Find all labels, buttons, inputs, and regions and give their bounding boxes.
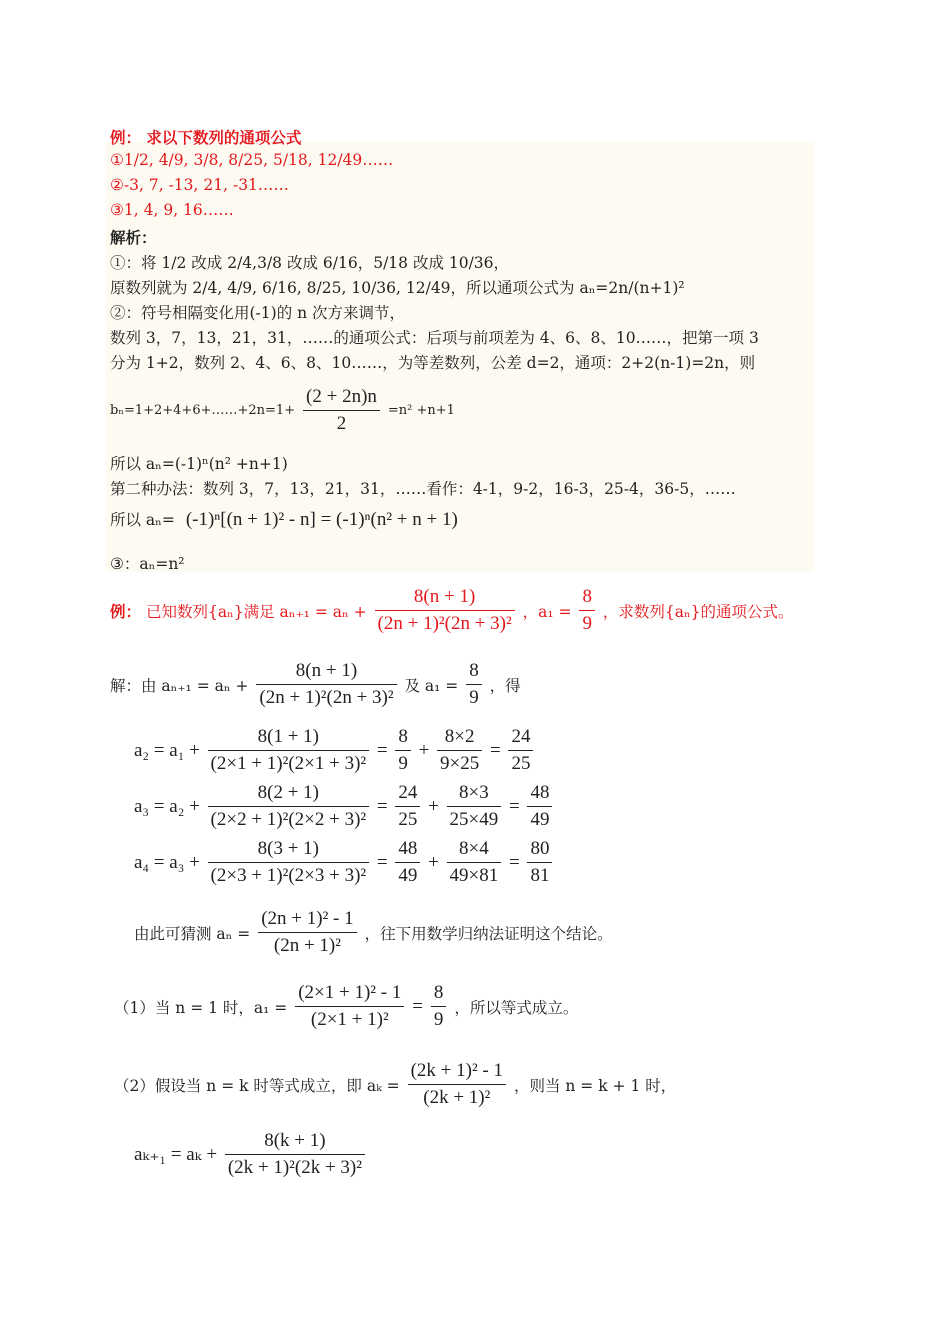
guess-pre: 由此可猜测 aₙ =: [134, 924, 251, 943]
bn-numerator: (2 + 2n)n: [306, 386, 377, 407]
analysis-line-8: [110, 508, 458, 531]
step-a2-result: [508, 724, 533, 777]
step-a3-result-num: 48: [530, 782, 550, 803]
case1-line: （1）当 n = 1 时，a₁ = $\frac{\text{(2×1 + 1)² - 1}}{\text{(2×1 + 1)²}}$ = $\frac{8}{9}$ ，所以等式成立。: [114, 980, 578, 1033]
step-a3-lhs: a₃ = a₂ +: [134, 795, 200, 817]
step-a4-f2-den: 49×81: [447, 862, 502, 889]
solution-intro-a1-denominator: 9: [466, 684, 482, 711]
analysis-line-4: 数列 3，7，13，21，31，……的通项公式：后项与前项差为 4、6、8、10……，把第一项 3: [110, 329, 759, 347]
solution-intro-denominator: (2n + 1)²(2n + 3)²: [256, 684, 396, 711]
case1-post: ，所以等式成立。: [454, 998, 579, 1017]
case2-fraction: [408, 1058, 506, 1111]
example1-item-2: ②-3, 7, -13, 21, -31……: [110, 176, 289, 194]
step-a3-num: 8(2 + 1): [257, 782, 320, 803]
bn-lhs: bₙ=1+2+4+6+……+2n=1+: [110, 403, 296, 418]
step-a2-f2: [437, 724, 482, 777]
step-a3-f1: [395, 780, 420, 833]
example2-prefix: 例：: [110, 601, 142, 621]
step-a4-f1: [395, 836, 420, 889]
step-a4-den: (2×3 + 1)²(2×3 + 3)²: [208, 862, 370, 889]
step-a3-result-den: 49: [527, 806, 552, 833]
step-a4-fraction: [208, 836, 370, 889]
bn-denominator: 2: [303, 410, 380, 437]
solution-intro-a1-fraction: [466, 658, 482, 711]
example2-a1-fraction: [579, 584, 595, 637]
solution-intro-mid: 及 a₁ =: [404, 676, 459, 695]
step-a2-num: 8(1 + 1): [257, 726, 320, 747]
step-a2-f1-den: 9: [395, 750, 411, 777]
step-a4-result: [527, 836, 552, 889]
analysis-line-7: 第二种办法：数列 3，7，13，21，31，……看作：4-1，9-2，16-3，25-4，36-5，……: [110, 480, 736, 498]
guess-den: (2n + 1)²: [258, 932, 356, 959]
case2-post: ，则当 n = k + 1 时，: [513, 1076, 677, 1095]
analysis-line-3: ②：符号相隔变化用(-1)的 n 次方来调节，: [110, 304, 406, 322]
step-a3-f1-num: 24: [398, 782, 418, 803]
step-a2: a₂ = a₁ + $\frac{8(1 + 1)}{\text{(2×1 + 1)²(2×1 + 3)²}}$ = $\frac{8}{9}$ + $\frac{8\times 2}{9\times 25}$ = $\frac{24}{25}$: [134, 724, 536, 777]
guess-fraction: [258, 906, 356, 959]
solution-intro-numerator: 8(n + 1): [295, 660, 358, 681]
step-a3: a₃ = a₂ + $\frac{8(2 + 1)}{\text{(2×2 + 1)²(2×2 + 3)²}}$ = $\frac{24}{25}$ + $\frac{8\times 3}{25\times 49}$ = $\frac{48}{49}$: [134, 780, 555, 833]
solution-intro-lhs: 解：由 aₙ₊₁ = aₙ +: [110, 676, 249, 695]
step-a2-fraction: [208, 724, 370, 777]
example2-a1-numerator: 8: [582, 586, 592, 607]
step-a2-f1-num: 8: [398, 726, 408, 747]
solution-intro: [110, 658, 521, 711]
case1-eq-num: 8: [433, 982, 444, 1003]
bn-formula: [110, 384, 455, 437]
case2-pre: （2）假设当 n = k 时等式成立，即 aₖ =: [114, 1076, 400, 1095]
last-lhs: aₖ₊₁ = aₖ +: [134, 1144, 218, 1165]
solution-intro-end: ，得: [489, 676, 521, 695]
example2-text1: 已知数列{aₙ}满足 aₙ₊₁ = aₙ +: [145, 602, 367, 621]
example1-title: 例： 求以下数列的通项公式: [110, 128, 302, 147]
bn-rhs: =n² +n+1: [387, 403, 455, 418]
example2-text3: ，求数列{aₙ}的通项公式。: [602, 602, 794, 621]
step-a4-result-den: 81: [527, 862, 552, 889]
step-a2-result-num: 24: [511, 726, 531, 747]
step-a4-lhs: a₄ = a₃ +: [134, 851, 200, 873]
step-a3-den: (2×2 + 1)²(2×2 + 3)²: [208, 806, 370, 833]
example1-item-1: ①1/2, 4/9, 3/8, 8/25, 5/18, 12/49……: [110, 151, 394, 169]
step-a4-num: 8(3 + 1): [257, 838, 320, 859]
step-a3-f2-num: 8×3: [459, 782, 489, 803]
example2-text2: ，a₁ =: [522, 602, 572, 621]
step-a2-lhs: a₂ = a₁ +: [134, 739, 200, 761]
example2-denominator: (2n + 1)²(2n + 3)²: [375, 610, 515, 637]
last-den: (2k + 1)²(2k + 3)²: [225, 1154, 365, 1181]
step-a4-f1-num: 48: [398, 838, 418, 859]
example2-fraction: [375, 584, 515, 637]
analysis-line-2: 原数列就为 2/4, 4/9, 6/16, 8/25, 10/36, 12/49，所以通项公式为 aₙ=2n/(n+1)²: [110, 279, 685, 297]
step-a4-f2-num: 8×4: [459, 838, 489, 859]
line8-formula: (-1)ⁿ[(n + 1)² - n] = (-1)ⁿ(n² + n + 1): [185, 509, 458, 530]
step-a2-f2-den: 9×25: [437, 750, 482, 777]
case1-eq-den: 9: [431, 1006, 447, 1033]
solution-intro-fraction: [256, 658, 396, 711]
step-a4-f2: [447, 836, 502, 889]
case1-num: (2×1 + 1)² - 1: [298, 982, 402, 1003]
step-a4: a₄ = a₃ + $\frac{8(3 + 1)}{\text{(2×3 + 1)²(2×3 + 3)²}}$ = $\frac{48}{49}$ + $\frac{8\times 4}{49\times 81}$ = $\frac{80}{81}$: [134, 836, 555, 889]
step-a2-den: (2×1 + 1)²(2×1 + 3)²: [208, 750, 370, 777]
step-a3-f2-den: 25×49: [447, 806, 502, 833]
case2-den: (2k + 1)²: [408, 1084, 506, 1111]
case2-line: [114, 1058, 676, 1111]
step-a4-result-num: 80: [530, 838, 550, 859]
bn-fraction: [303, 384, 380, 437]
step-a3-result: [527, 780, 552, 833]
example2-a1-denominator: 9: [579, 610, 595, 637]
example1-item-3: ③1, 4, 9, 16……: [110, 201, 234, 219]
example2: [110, 584, 794, 637]
case1-eq-fraction: [431, 980, 447, 1033]
analysis-line-6: 所以 aₙ=(-1)ⁿ(n² +n+1): [110, 455, 288, 473]
step-a3-f1-den: 25: [395, 806, 420, 833]
step-a3-f2: [447, 780, 502, 833]
last-fraction: [225, 1128, 365, 1181]
step-a2-result-den: 25: [508, 750, 533, 777]
case2-num: (2k + 1)² - 1: [410, 1060, 504, 1081]
case1-pre: （1）当 n = 1 时，a₁ =: [114, 998, 288, 1017]
last-num: 8(k + 1): [264, 1130, 326, 1151]
step-a3-fraction: [208, 780, 370, 833]
analysis-line-1: ①：将 1/2 改成 2/4,3/8 改成 6/16，5/18 改成 10/36，: [110, 254, 510, 272]
line8-lhs: 所以 aₙ=: [110, 511, 175, 529]
example2-numerator: 8(n + 1): [413, 586, 476, 607]
guess-num: (2n + 1)² - 1: [261, 908, 354, 929]
case1-den: (2×1 + 1)²: [295, 1006, 404, 1033]
guess-line: [134, 906, 613, 959]
step-a4-f1-den: 49: [395, 862, 420, 889]
analysis-heading: 解析：: [110, 228, 157, 247]
analysis-line-9: ③：aₙ=n²: [110, 555, 185, 573]
case1-fraction: [295, 980, 404, 1033]
guess-post: ，往下用数学归纳法证明这个结论。: [364, 924, 613, 943]
analysis-line-5: 分为 1+2，数列 2、4、6、8、10……，为等差数列，公差 d=2，通项：2+2(n-1)=2n，则: [110, 354, 756, 372]
solution-intro-a1-numerator: 8: [469, 660, 479, 681]
step-a2-f2-num: 8×2: [444, 726, 475, 747]
step-a2-f1: [395, 724, 411, 777]
last-line: [134, 1128, 368, 1181]
